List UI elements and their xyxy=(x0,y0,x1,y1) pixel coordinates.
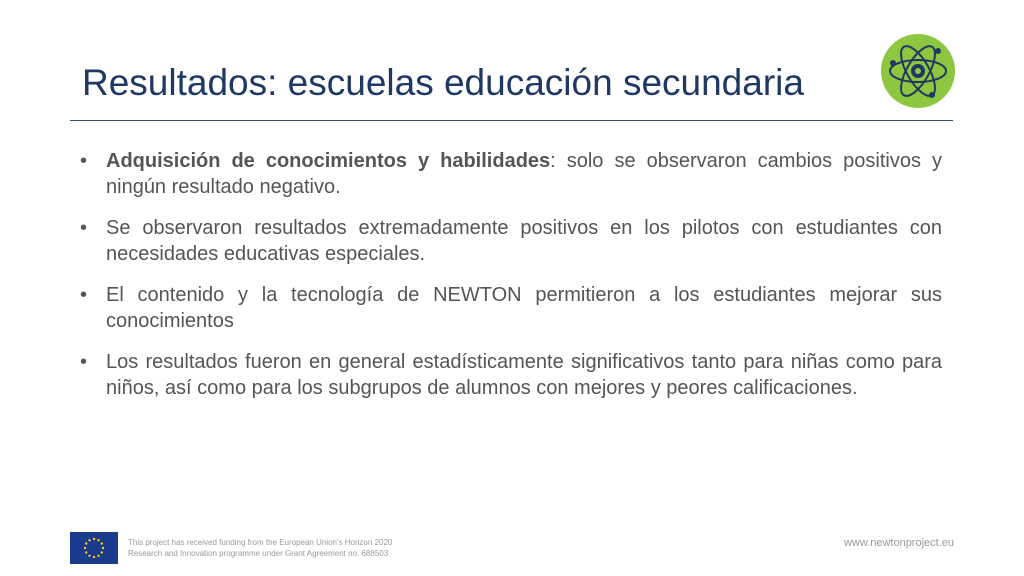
eu-star xyxy=(85,551,87,553)
bullet-item xyxy=(78,215,942,267)
bullet-text: Los resultados fueron en general estadísticamente significativos tanto para niñas como para niños, así como para los subgrupos de alumnos con mejores y peores calificaciones. xyxy=(106,351,942,399)
bullet-bold-text: Adquisición de conocimientos y habilidades xyxy=(106,150,551,172)
bullet-item xyxy=(78,282,942,334)
eu-star xyxy=(93,538,95,540)
eu-star xyxy=(101,542,103,544)
slide-title: Resultados: escuelas educación secundaria xyxy=(82,62,804,103)
bullet-item xyxy=(78,349,942,401)
atom-icon xyxy=(880,33,956,109)
bullet-text: Se observaron resultados extremadamente positivos en los pilotos con estudiantes con necesidades educativas especiales. xyxy=(106,217,942,265)
bullet-glyph: • xyxy=(80,217,88,239)
bullet-text: : solo se observaron cambios positivos y ningún resultado negativo. xyxy=(106,150,942,198)
eu-star xyxy=(101,551,103,553)
funding-notice xyxy=(128,537,428,559)
bullet-glyph: • xyxy=(80,284,88,306)
bullet-item xyxy=(78,148,942,200)
eu-star xyxy=(102,547,104,549)
eu-flag-icon xyxy=(70,532,118,564)
bullet-list xyxy=(78,148,942,416)
eu-star xyxy=(97,539,99,541)
funding-line-1: This project has received funding from the European Union's Horizon 2020 xyxy=(128,538,393,547)
bullet-text: El contenido y la tecnología de NEWTON permitieron a los estudiantes mejorar sus conocimientos xyxy=(106,284,942,332)
eu-star xyxy=(85,542,87,544)
title-divider xyxy=(70,120,953,121)
website-link[interactable]: www.newtonproject.eu xyxy=(843,537,954,549)
funding-line-2: Research and Innovation programme under Grant Agreement no. 688503 xyxy=(128,549,389,558)
eu-star xyxy=(88,555,90,557)
bullet-glyph: • xyxy=(80,150,88,172)
eu-star xyxy=(97,555,99,557)
eu-star xyxy=(88,539,90,541)
eu-star xyxy=(84,547,86,549)
bullet-glyph: • xyxy=(80,351,88,373)
eu-star xyxy=(93,556,95,558)
